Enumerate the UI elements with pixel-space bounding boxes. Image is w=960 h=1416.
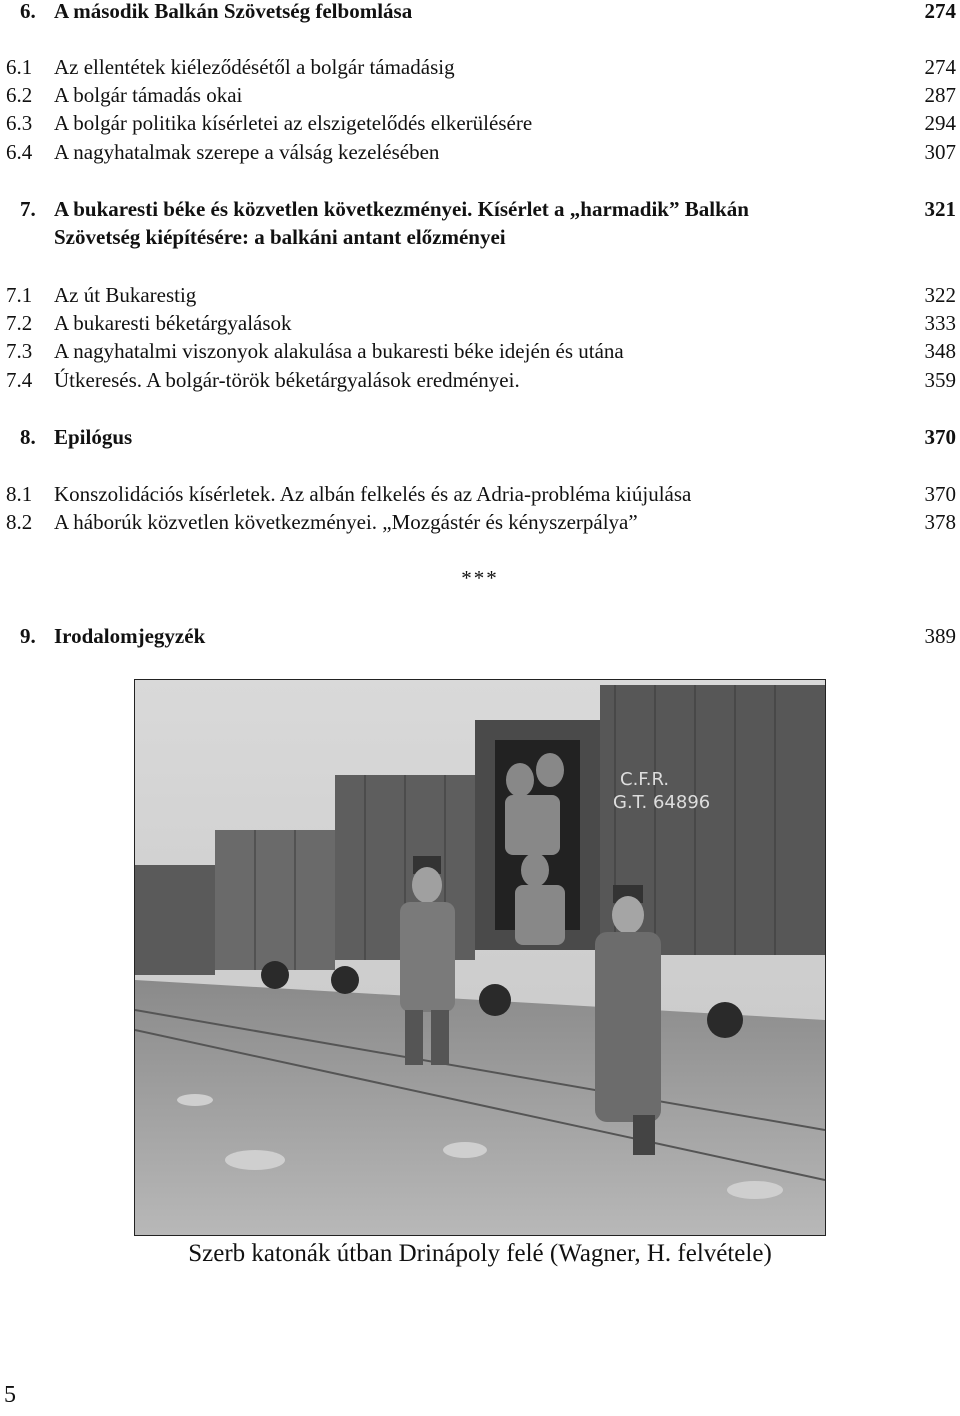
toc-page: 359 <box>924 368 956 392</box>
toc-section-6-1 <box>0 53 960 81</box>
toc-number: 6.1 <box>6 55 33 79</box>
toc-page: 274 <box>924 0 956 23</box>
toc-page: 348 <box>924 339 956 363</box>
toc-page: 322 <box>924 283 956 307</box>
toc-title: A második Balkán Szövetség felbomlása <box>54 0 413 23</box>
toc-number: 8.1 <box>6 482 33 506</box>
toc-number: 6.3 <box>6 111 33 135</box>
toc-chapter-6 <box>0 0 960 25</box>
toc-page: 378 <box>924 510 956 534</box>
toc-title: A bolgár politika kísérletei az elszigetelődés elkerülésére <box>54 111 533 135</box>
freight-car-distant <box>135 865 215 975</box>
toc-number: 7. <box>20 197 36 221</box>
toc-page: 370 <box>924 425 956 449</box>
toc-section-7-2 <box>0 309 960 337</box>
toc-section-6-4 <box>0 138 960 166</box>
toc-chapter-8 <box>0 423 960 451</box>
car-marking: G.T. 64896 <box>613 792 711 813</box>
toc-page: 389 <box>924 624 956 648</box>
photo-caption: Szerb katonák útban Drinápoly felé (Wagner, H. felvétele) <box>188 1240 772 1267</box>
toc-number: 6. <box>20 0 36 23</box>
toc-page: 287 <box>924 83 956 107</box>
toc-section-6-3 <box>0 109 960 137</box>
toc-number: 8. <box>20 425 36 449</box>
toc-title: A nagyhatalmi viszonyok alakulása a bukaresti béke idején és utána <box>54 339 624 363</box>
toc-number: 7.3 <box>6 339 33 363</box>
historical-photograph <box>134 679 826 1236</box>
toc-number: 7.4 <box>6 368 33 392</box>
toc-number: 7.1 <box>6 283 33 307</box>
toc-page: 274 <box>924 55 956 79</box>
toc-title: Az út Bukarestig <box>54 283 197 307</box>
toc-chapter-9 <box>0 622 960 650</box>
toc-number: 8.2 <box>6 510 33 534</box>
toc-title: A bolgár támadás okai <box>54 83 243 107</box>
toc-page: 307 <box>924 140 956 164</box>
car-marking: C.F.R. <box>620 769 670 790</box>
toc-section-7-4 <box>0 366 960 394</box>
freight-car <box>215 830 335 970</box>
toc-page: 321 <box>924 197 956 221</box>
section-separator: *** <box>461 566 499 590</box>
toc-title: Útkeresés. A bolgár-török béketárgyalások eredményei. <box>54 368 520 392</box>
toc-section-8-1 <box>0 480 960 508</box>
toc-title: Irodalomjegyzék <box>54 624 206 648</box>
toc-page: 294 <box>924 111 956 135</box>
page-number: 5 <box>4 1382 16 1408</box>
toc-number: 7.2 <box>6 311 33 335</box>
toc-title: A nagyhatalmak szerepe a válság kezelésében <box>54 140 440 164</box>
toc-title: A bukaresti béketárgyalások <box>54 311 292 335</box>
toc-title: Epilógus <box>54 425 133 449</box>
photo-train-soldiers <box>135 680 825 1235</box>
toc-section-7-3 <box>0 337 960 365</box>
toc-page: 370 <box>924 482 956 506</box>
toc-title: Az ellentétek kiéleződésétől a bolgár támadásig <box>54 55 455 79</box>
toc-title: A háborúk közvetlen következményei. „Mozgástér és kényszerpálya” <box>54 510 638 534</box>
toc-page: 333 <box>924 311 956 335</box>
toc-section-8-2 <box>0 508 960 536</box>
toc-title-line: A bukaresti béke és közvetlen következményei. Kísérlet a „harmadik” Balkán <box>54 197 749 221</box>
toc-chapter-7-title <box>54 195 884 251</box>
toc-title-line: Szövetség kiépítésére: a balkáni antant előzményei <box>54 225 506 249</box>
toc-number: 6.4 <box>6 140 33 164</box>
toc-number: 9. <box>20 624 36 648</box>
toc-section-7-1 <box>0 281 960 309</box>
toc-title: Konszolidációs kísérletek. Az albán felkelés és az Adria-probléma kiújulása <box>54 482 692 506</box>
toc-section-6-2 <box>0 81 960 109</box>
toc-number: 6.2 <box>6 83 33 107</box>
